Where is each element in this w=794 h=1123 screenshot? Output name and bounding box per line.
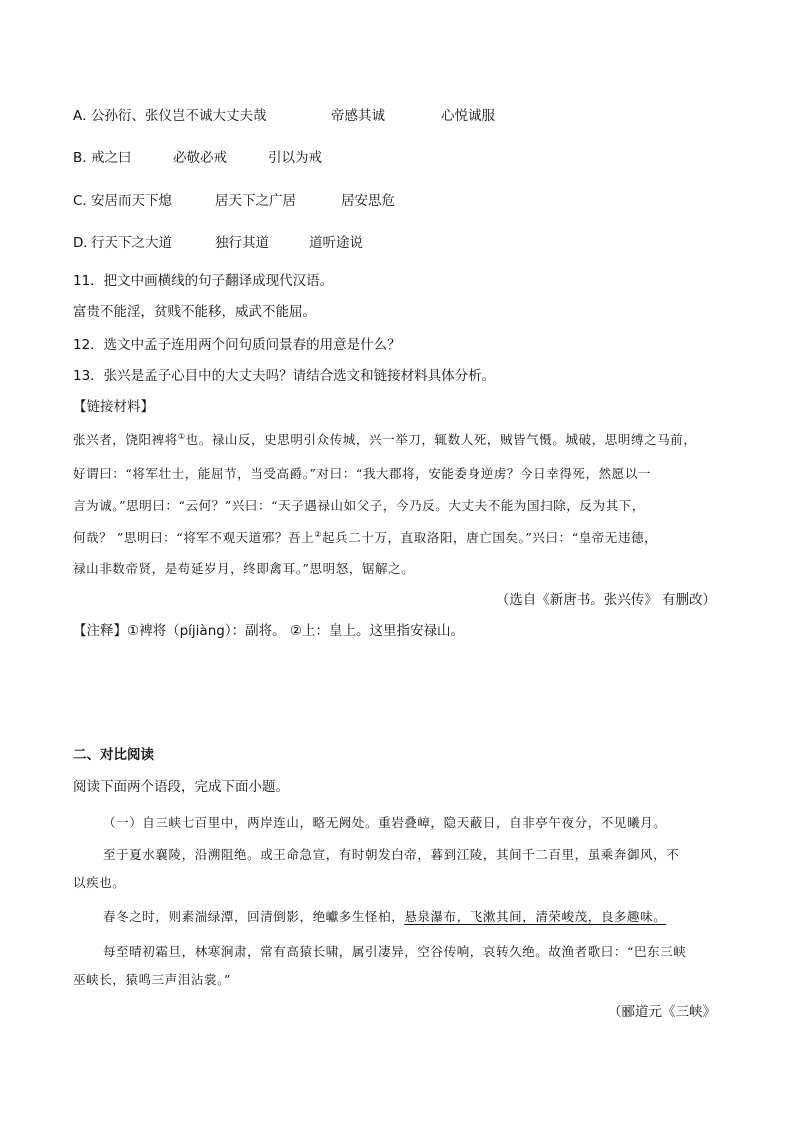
passage-para-3 [103, 908, 666, 926]
option-b [73, 149, 322, 167]
question-12: 12．选文中孟子连用两个问句质问景春的用意是什么？ [73, 337, 401, 353]
option-d-item-2: 独行其道 [215, 235, 269, 251]
option-a-item-3: 心悦诚服 [441, 108, 495, 124]
link-material-line-2: 好谓曰：“将军壮士，能屈节，当受高爵。”对曰：“我大郡将，安能委身逆虏？今日幸得死，然愿以一 [73, 466, 652, 481]
option-c [73, 192, 395, 210]
option-a-label: A． [73, 108, 96, 124]
option-c-item-3: 居安思危 [341, 193, 395, 209]
question-11: 11．把文中画横线的句子翻译成现代汉语。 [73, 273, 334, 289]
section-2-intro: 阅读下面两个语段，完成下面小题。 [73, 779, 289, 795]
option-c-item-2: 居天下之广居 [215, 193, 296, 209]
passage-para-1: （一）自三峡七百里中，两岸连山，略无阙处。重岩叠嶂，隐天蔽日，自非亭午夜分，不见曦月。 [103, 815, 667, 830]
option-d-item-1: 行天下之大道 [91, 235, 172, 251]
link-line-4-a: 何哉？ ”思明曰：“将军不观天道邪？吾上 [73, 530, 315, 545]
option-a [73, 107, 495, 125]
option-d-item-3: 道听途说 [309, 235, 363, 251]
option-d-label: D． [73, 235, 97, 251]
note-marker-2: ② [314, 529, 323, 539]
option-b-label: B． [73, 150, 96, 166]
link-material-line-4 [73, 529, 657, 547]
option-c-item-1: 安居而天下熄 [91, 193, 172, 209]
note-marker-1: ① [177, 431, 186, 441]
link-material-notes: 【注释】①裨将（píjiàng）：副将。 ②上：皇上。这里指安禄山。 [73, 623, 464, 639]
question-11-sentence: 富贵不能淫，贫贱不能移，威武不能屈。 [73, 304, 316, 320]
option-a-item-1: 公孙衍、张仪岂不诚大丈夫哉 [91, 108, 267, 124]
link-material-heading: 【链接材料】 [73, 399, 154, 415]
link-material-line-1 [73, 431, 697, 449]
passage-para-2-cont: 以疾也。 [73, 875, 126, 890]
passage-underlined-sentence: 悬泉瀑布，飞漱其间，清荣峻茂，良多趣味。 [404, 909, 667, 924]
link-material-source: （选自《新唐书。张兴传》 有删改） [495, 592, 716, 608]
passage-para-3-text: 春冬之时，则素湍绿潭，回清倒影，绝巘多生怪柏， [103, 909, 405, 924]
link-material-line-5: 禄山非数帝贤，是苟延岁月，终即禽耳。”思明怒，锯解之。 [73, 561, 415, 576]
link-line-4-b: 起兵二十万，直取洛阳，唐亡国矣。”兴曰：“皇帝无违德， [322, 530, 658, 545]
option-b-item-2: 必敬必戒 [173, 150, 227, 166]
option-a-item-2: 帝感其诚 [331, 108, 385, 124]
passage-para-4-cont: 巫峡长，猿鸣三声泪沾裳。” [73, 972, 231, 987]
option-d [73, 234, 363, 252]
passage-para-4: 每至晴初霜旦，林寒涧肃，常有高猿长啸，属引凄异，空谷传响，哀转久绝。故渔者歌曰：“巴东三峡 [103, 944, 687, 959]
link-line-1-a: 张兴者，饶阳裨将 [73, 432, 178, 447]
link-material-line-3: 言为诚。”思明曰：“云何？”兴曰：“天子遇禄山如父子，今乃反。大丈夫不能为国扫除，反为其下， [73, 498, 645, 513]
section-2-title: 二、对比阅读 [73, 747, 154, 763]
option-c-label: C． [73, 193, 96, 209]
passage-para-2: 至于夏水襄陵，沿溯阻绝。或王命急宣，有时朝发白帝，暮到江陵，其间千二百里，虽乘奔御风，不 [103, 847, 680, 862]
question-13: 13．张兴是孟子心目中的大丈夫吗？请结合选文和链接材料具体分析。 [73, 368, 496, 384]
option-b-item-3: 引以为戒 [268, 150, 322, 166]
passage-source: （郦道元《三峡》 [608, 1004, 716, 1020]
link-line-1-b: 也。禄山反，史思明引众传城，兴一举刀，辄数人死，贼皆气慑。城破，思明缚之马前， [185, 432, 697, 447]
option-b-item-1: 戒之曰 [91, 150, 132, 166]
